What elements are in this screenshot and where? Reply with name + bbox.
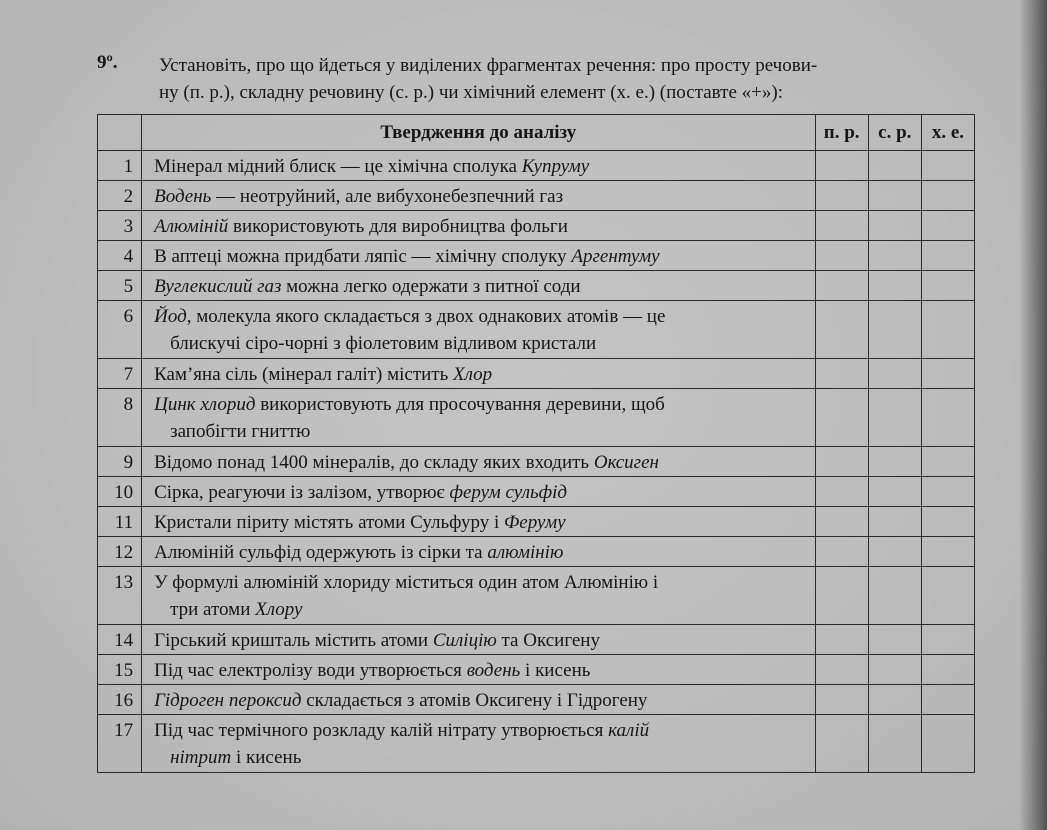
- statement-text: запобігти гниттю: [170, 421, 311, 442]
- answer-chemical-element-cell[interactable]: [921, 447, 974, 477]
- statement-line: [154, 273, 815, 300]
- answer-simple-substance-cell[interactable]: [815, 567, 868, 625]
- answer-chemical-element-cell[interactable]: [921, 537, 974, 567]
- statement-line-continued: [154, 744, 815, 771]
- answer-compound-substance-cell[interactable]: [868, 715, 921, 773]
- table-row: [98, 685, 975, 715]
- analysis-table: [97, 114, 975, 773]
- answer-chemical-element-cell[interactable]: [921, 477, 974, 507]
- statement-cell: [142, 715, 816, 773]
- statement-line: [154, 569, 815, 596]
- answer-simple-substance-cell[interactable]: [815, 241, 868, 271]
- answer-compound-substance-cell[interactable]: [868, 477, 921, 507]
- row-number: 13: [98, 567, 142, 625]
- statement-cell: [142, 389, 816, 447]
- answer-chemical-element-cell[interactable]: [921, 567, 974, 625]
- statement-line: [154, 183, 815, 210]
- highlighted-fragment: Аргентуму: [571, 246, 660, 267]
- statement-cell: [142, 655, 816, 685]
- answer-compound-substance-cell[interactable]: [868, 241, 921, 271]
- answer-chemical-element-cell[interactable]: [921, 507, 974, 537]
- table-row: [98, 715, 975, 773]
- highlighted-fragment: Хлору: [255, 599, 303, 620]
- answer-chemical-element-cell[interactable]: [921, 271, 974, 301]
- task-instructions: [159, 52, 974, 106]
- statement-text: У формулі алюміній хлориду міститься один атом Алюмінію і: [154, 572, 659, 593]
- statement-cell: [142, 537, 816, 567]
- table-row: [98, 359, 975, 389]
- table-row: [98, 447, 975, 477]
- header-statement: Твердження до аналізу: [142, 115, 816, 151]
- highlighted-fragment: Водень: [154, 186, 212, 207]
- statement-text: можна легко одержати з питної соди: [281, 276, 581, 297]
- statement-text: В аптеці можна придбати ляпіс — хімічну сполуку: [154, 246, 572, 267]
- statement-cell: [142, 477, 816, 507]
- statement-cell: [142, 359, 816, 389]
- answer-simple-substance-cell[interactable]: [815, 301, 868, 359]
- table-row: [98, 655, 975, 685]
- answer-compound-substance-cell[interactable]: [868, 389, 921, 447]
- statement-text: три атоми: [170, 599, 256, 620]
- statement-text: Відомо понад 1400 мінералів, до складу яких входить: [154, 452, 594, 473]
- header-compound-substance: с. р.: [868, 115, 921, 151]
- answer-chemical-element-cell[interactable]: [921, 181, 974, 211]
- statement-text: Кам’яна сіль (мінерал галіт) містить: [154, 364, 454, 385]
- answer-compound-substance-cell[interactable]: [868, 359, 921, 389]
- highlighted-fragment: ферум сульфід: [449, 482, 568, 503]
- row-number: 17: [98, 715, 142, 773]
- highlighted-fragment: Гідроген пероксид: [154, 690, 302, 711]
- answer-simple-substance-cell[interactable]: [815, 655, 868, 685]
- statement-text: — неотруйний, але вибухонебезпечний газ: [211, 186, 564, 207]
- answer-simple-substance-cell[interactable]: [815, 477, 868, 507]
- statement-cell: [142, 685, 816, 715]
- answer-simple-substance-cell[interactable]: [815, 211, 868, 241]
- statement-text: і кисень: [520, 660, 591, 681]
- answer-chemical-element-cell[interactable]: [921, 715, 974, 773]
- statement-text: складається з атомів Оксигену і Гідрогену: [301, 690, 648, 711]
- answer-chemical-element-cell[interactable]: [921, 685, 974, 715]
- answer-compound-substance-cell[interactable]: [868, 655, 921, 685]
- answer-simple-substance-cell[interactable]: [815, 715, 868, 773]
- answer-simple-substance-cell[interactable]: [815, 181, 868, 211]
- table-row: [98, 241, 975, 271]
- answer-compound-substance-cell[interactable]: [868, 685, 921, 715]
- statement-text: , молекула якого складається з двох однакових атомів — це: [186, 306, 666, 327]
- answer-compound-substance-cell[interactable]: [868, 567, 921, 625]
- statement-cell: [142, 271, 816, 301]
- statement-text: використовують для виробництва фольги: [228, 216, 568, 237]
- highlighted-fragment: Йод: [154, 306, 187, 327]
- statement-text: Під час термічного розкладу калій нітрату утворюється: [154, 720, 609, 741]
- statement-line: [154, 213, 815, 240]
- row-number: 5: [98, 271, 142, 301]
- task-text-line-1: Установіть, про що йдеться у виділених фрагментах речення: про просту речови-: [159, 55, 818, 76]
- statement-line-continued: [154, 596, 815, 623]
- highlighted-fragment: Алюміній: [154, 216, 229, 237]
- header-simple-substance: п. р.: [815, 115, 868, 151]
- answer-chemical-element-cell[interactable]: [921, 151, 974, 181]
- answer-compound-substance-cell[interactable]: [868, 271, 921, 301]
- statement-line: [154, 243, 815, 270]
- highlighted-fragment: алюмінію: [487, 542, 564, 563]
- table-row: [98, 211, 975, 241]
- answer-simple-substance-cell[interactable]: [815, 685, 868, 715]
- statement-text: Мінерал мідний блиск — це хімічна сполука: [154, 156, 522, 177]
- statement-line: [154, 657, 815, 684]
- highlighted-fragment: водень: [466, 660, 521, 681]
- answer-simple-substance-cell[interactable]: [815, 151, 868, 181]
- statement-line: [154, 717, 815, 744]
- highlighted-fragment: нітрит: [170, 747, 232, 768]
- statement-cell: [142, 181, 816, 211]
- row-number: 10: [98, 477, 142, 507]
- row-number: 11: [98, 507, 142, 537]
- answer-simple-substance-cell[interactable]: [815, 389, 868, 447]
- statement-cell: [142, 241, 816, 271]
- statement-line: [154, 509, 815, 536]
- statement-text: Гірський кришталь містить атоми: [154, 630, 433, 651]
- highlighted-fragment: Силіцію: [432, 630, 497, 651]
- table-row: [98, 477, 975, 507]
- answer-compound-substance-cell[interactable]: [868, 447, 921, 477]
- statement-line: [154, 391, 815, 418]
- table-row: [98, 389, 975, 447]
- highlighted-fragment: Хлор: [453, 364, 493, 385]
- statement-line: [154, 449, 815, 476]
- table-row: [98, 151, 975, 181]
- highlighted-fragment: калій: [608, 720, 650, 741]
- table-row: [98, 181, 975, 211]
- table-row: [98, 507, 975, 537]
- statement-text: Під час електролізу води утворюється: [154, 660, 467, 681]
- statement-line: [154, 627, 815, 654]
- statement-cell: [142, 507, 816, 537]
- answer-chemical-element-cell[interactable]: [921, 301, 974, 359]
- table-row: [98, 271, 975, 301]
- row-number: 1: [98, 151, 142, 181]
- header-chemical-element: х. е.: [921, 115, 974, 151]
- task-number: 9º.: [97, 52, 118, 73]
- highlighted-fragment: Купруму: [521, 156, 590, 177]
- page-edge-shadow: [1019, 0, 1047, 830]
- row-number: 12: [98, 537, 142, 567]
- highlighted-fragment: Оксиген: [593, 452, 659, 473]
- statement-text: Алюміній сульфід одержують із сірки та: [154, 542, 488, 563]
- answer-chemical-element-cell[interactable]: [921, 241, 974, 271]
- answer-compound-substance-cell[interactable]: [868, 537, 921, 567]
- answer-chemical-element-cell[interactable]: [921, 359, 974, 389]
- answer-compound-substance-cell[interactable]: [868, 507, 921, 537]
- statement-text: використовують для просочування деревини, щоб: [255, 394, 665, 415]
- row-number: 4: [98, 241, 142, 271]
- answer-chemical-element-cell[interactable]: [921, 389, 974, 447]
- row-number: 2: [98, 181, 142, 211]
- statement-text: Сірка, реагуючи із залізом, утворює: [154, 482, 450, 503]
- answer-chemical-element-cell[interactable]: [921, 211, 974, 241]
- statement-line: [154, 479, 815, 506]
- row-number: 8: [98, 389, 142, 447]
- answer-simple-substance-cell[interactable]: [815, 537, 868, 567]
- statement-cell: [142, 211, 816, 241]
- row-number: 3: [98, 211, 142, 241]
- answer-simple-substance-cell[interactable]: [815, 625, 868, 655]
- answer-chemical-element-cell[interactable]: [921, 625, 974, 655]
- row-number: 7: [98, 359, 142, 389]
- table-row: [98, 567, 975, 625]
- statement-text: і кисень: [231, 747, 302, 768]
- statement-cell: [142, 625, 816, 655]
- answer-simple-substance-cell[interactable]: [815, 359, 868, 389]
- statement-line: [154, 303, 815, 330]
- answer-simple-substance-cell[interactable]: [815, 271, 868, 301]
- answer-chemical-element-cell[interactable]: [921, 655, 974, 685]
- statement-cell: [142, 301, 816, 359]
- highlighted-fragment: Феруму: [504, 512, 566, 533]
- statement-text: Кристали піриту містять атоми Сульфуру і: [154, 512, 505, 533]
- header-number-cell: [98, 115, 142, 151]
- answer-compound-substance-cell[interactable]: [868, 625, 921, 655]
- table-row: [98, 625, 975, 655]
- statement-cell: [142, 447, 816, 477]
- statement-line: [154, 687, 815, 714]
- table-header-row: [98, 115, 975, 151]
- statement-text: блискучі сіро-чорні з фіолетовим відливом кристали: [170, 333, 597, 354]
- statement-line: [154, 539, 815, 566]
- table-row: [98, 537, 975, 567]
- task-text-line-2: ну (п. р.), складну речовину (с. р.) чи хімічний елемент (х. е.) (поставте «+»):: [159, 82, 783, 103]
- row-number: 14: [98, 625, 142, 655]
- answer-simple-substance-cell[interactable]: [815, 507, 868, 537]
- row-number: 15: [98, 655, 142, 685]
- row-number: 9: [98, 447, 142, 477]
- table-row: [98, 301, 975, 359]
- answer-compound-substance-cell[interactable]: [868, 151, 921, 181]
- row-number: 6: [98, 301, 142, 359]
- highlighted-fragment: Вуглекислий газ: [154, 276, 282, 297]
- answer-simple-substance-cell[interactable]: [815, 447, 868, 477]
- answer-compound-substance-cell[interactable]: [868, 181, 921, 211]
- answer-compound-substance-cell[interactable]: [868, 301, 921, 359]
- highlighted-fragment: Цинк хлорид: [154, 394, 256, 415]
- statement-line: [154, 361, 815, 388]
- statement-line-continued: [154, 330, 815, 357]
- statement-line-continued: [154, 418, 815, 445]
- answer-compound-substance-cell[interactable]: [868, 211, 921, 241]
- statement-text: та Оксигену: [496, 630, 600, 651]
- statement-cell: [142, 567, 816, 625]
- statement-cell: [142, 151, 816, 181]
- row-number: 16: [98, 685, 142, 715]
- statement-line: [154, 153, 815, 180]
